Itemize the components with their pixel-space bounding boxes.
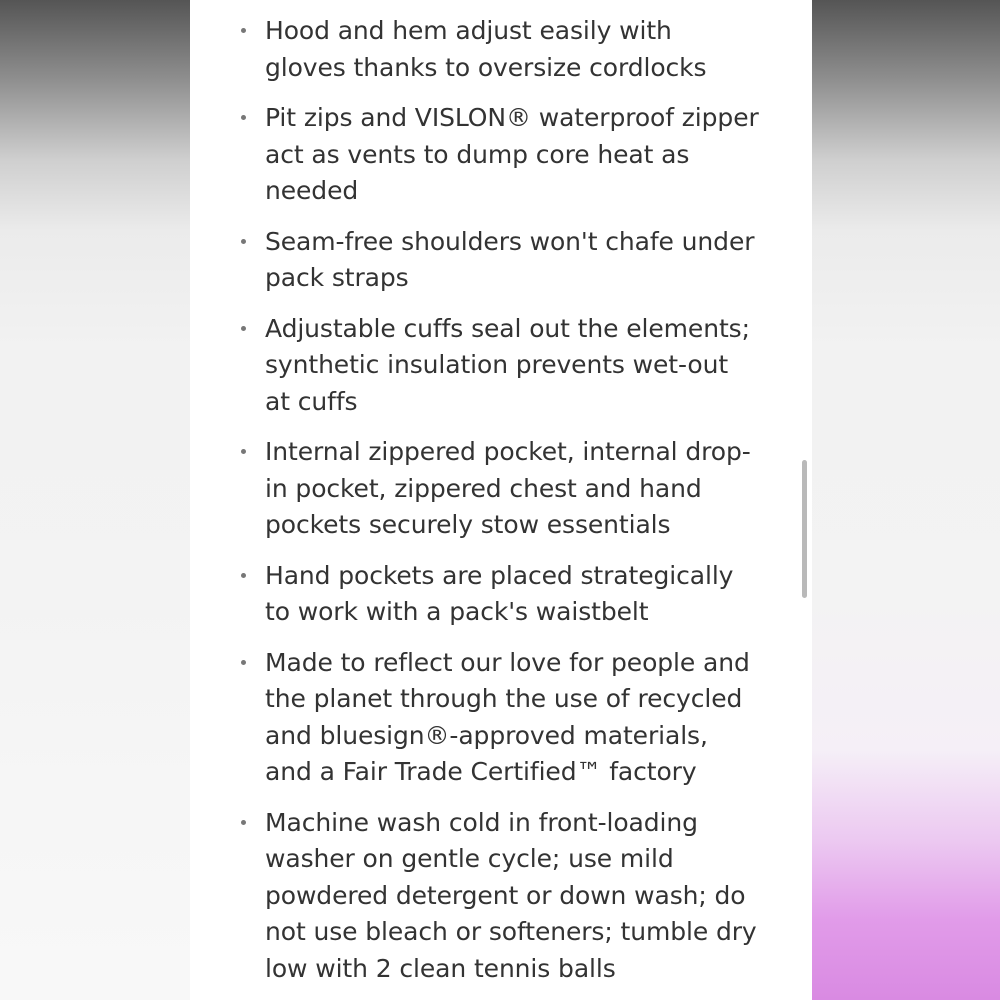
feature-item bbox=[238, 558, 768, 631]
feature-item bbox=[238, 100, 768, 210]
feature-item bbox=[238, 645, 768, 791]
bullet-dot-icon bbox=[241, 573, 246, 578]
feature-text: Hand pockets are placed strategically to work with a pack's waistbelt bbox=[265, 560, 734, 626]
bullet-dot-icon bbox=[241, 239, 246, 244]
feature-text: Pit zips and VISLON® waterproof zipper act as vents to dump core heat as needed bbox=[265, 103, 759, 205]
product-features-panel bbox=[190, 0, 812, 1000]
feature-text: Internal zippered pocket, internal drop-in pocket, zippered chest and hand pockets securely stow essentials bbox=[265, 437, 751, 539]
left-blurred-background bbox=[0, 0, 190, 1000]
feature-text: Machine wash cold in front-loading washer on gentle cycle; use mild powdered detergent or down wash; do not use bleach or softeners; tumble dry low with 2 clean tennis balls bbox=[265, 807, 757, 983]
feature-item bbox=[238, 434, 768, 544]
bullet-dot-icon bbox=[241, 820, 246, 825]
bullet-dot-icon bbox=[241, 449, 246, 454]
feature-item bbox=[238, 13, 768, 86]
feature-item bbox=[238, 805, 768, 988]
bullet-dot-icon bbox=[241, 28, 246, 33]
bullet-dot-icon bbox=[241, 326, 246, 331]
bullet-dot-icon bbox=[241, 115, 246, 120]
feature-item bbox=[238, 311, 768, 421]
feature-text: Made to reflect our love for people and the planet through the use of recycled and bluesign®-approved materials, and a Fair Trade Certified™ factory bbox=[265, 647, 750, 786]
vertical-scrollbar[interactable] bbox=[802, 460, 807, 598]
feature-item bbox=[238, 224, 768, 297]
feature-list bbox=[238, 13, 768, 1000]
feature-text: Seam-free shoulders won't chafe under pack straps bbox=[265, 226, 755, 292]
right-blurred-background bbox=[812, 0, 1000, 1000]
feature-text: Hood and hem adjust easily with gloves thanks to oversize cordlocks bbox=[265, 16, 707, 82]
feature-text: Adjustable cuffs seal out the elements; synthetic insulation prevents wet-out at cuffs bbox=[265, 313, 750, 416]
bullet-dot-icon bbox=[241, 660, 246, 665]
